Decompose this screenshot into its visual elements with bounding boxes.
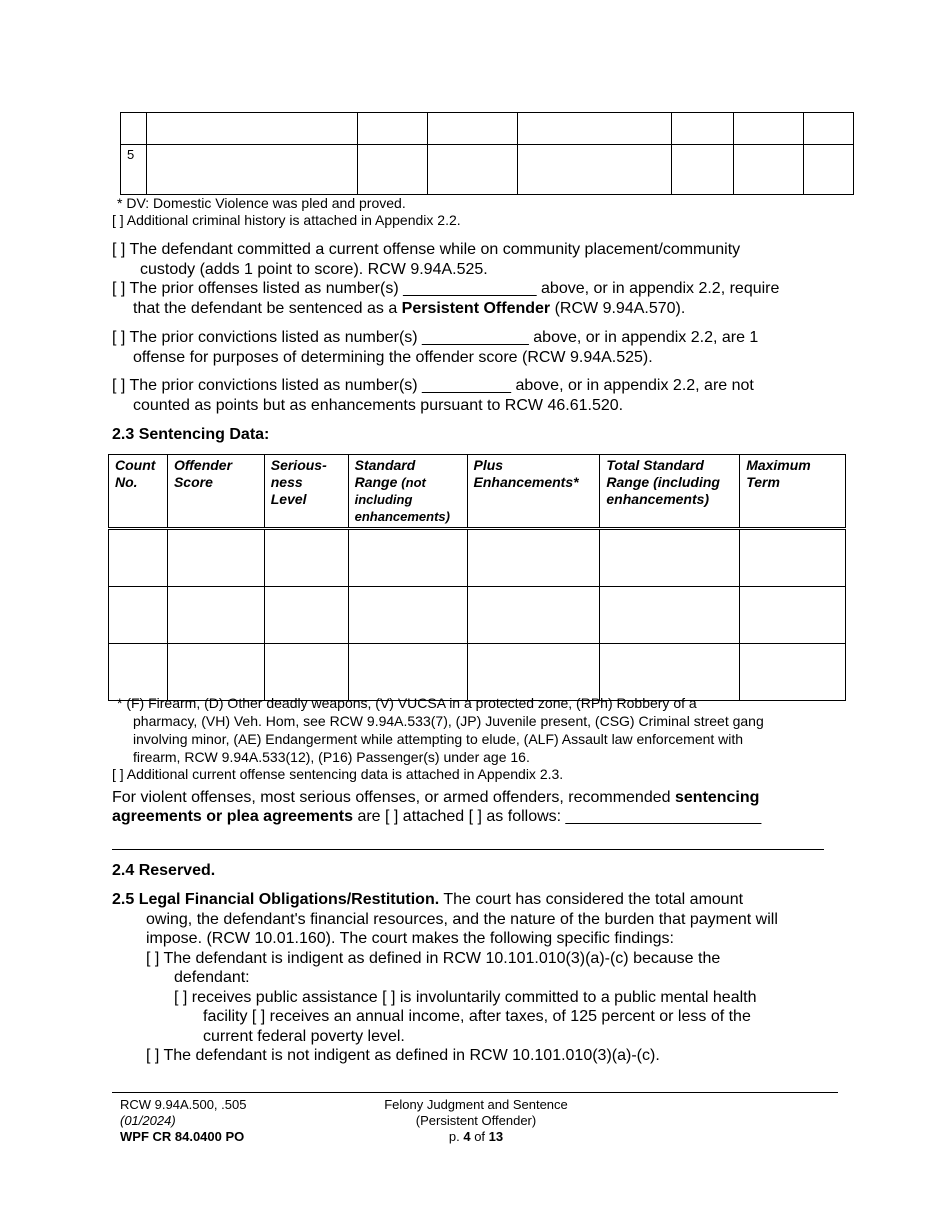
header-count-no: Count No. — [109, 455, 168, 529]
additional-sentencing-note: [ ] Additional current offense sentencing data is attached in Appendix 2.3. — [112, 766, 564, 782]
sentencing-data-table — [108, 454, 846, 701]
footer-left: RCW 9.94A.500, .505 (01/2024) WPF CR 84.0400 PO — [120, 1097, 247, 1144]
section-2-5: 2.5 Legal Financial Obligations/Restitution. The court has considered the total amount owing, the defendant's financial resources, and the nature of the burden that payment will impose. (RCW 10.01.160). The court makes the following specific findings: [ ] The defendant is indigent as defined in RCW 10.101.010(3)(a)-(c) because the defendant: [ ] receives public assistance [ ] is involuntarily committed to a public mental health facility [ ] receives an annual income, after taxes, of 125 percent or less of the current federal poverty level. [ ] The defendant is not indigent as defined in RCW 10.101.010(3)(a)-(c). — [112, 891, 778, 1064]
header-maximum-term: Maximum Term — [740, 455, 846, 529]
criminal-history-table — [120, 112, 854, 195]
plea-agreement-paragraph: For violent offenses, most serious offenses, or armed offenders, recommended sentencing agreements or plea agreements are [ ] attached [ ] as follows: ______________________ — [112, 789, 762, 825]
form-number: WPF CR 84.0400 PO — [120, 1129, 245, 1144]
table-row — [121, 113, 854, 145]
footer-center: Felony Judgment and Sentence (Persistent Offender) p. 4 of 13 — [326, 1097, 626, 1145]
table-header-row — [109, 455, 846, 529]
persistent-offender-check: [ ] The prior offenses listed as number(s) _______________ above, or in appendix 2.2, require that the defendant be sentenced as a Persistent Offender (RCW 9.94A.570). — [112, 280, 780, 317]
table-row — [109, 644, 846, 701]
header-total-standard-range: Total Standard Range (including enhancements) — [600, 455, 740, 529]
table-row — [121, 145, 854, 195]
section-2-4-heading: 2.4 Reserved. — [112, 862, 216, 879]
section-2-5-heading: 2.5 Legal Financial Obligations/Restitution. — [112, 891, 440, 908]
table-row — [109, 587, 846, 644]
footer-rule — [112, 1092, 838, 1093]
section-2-3-heading: 2.3 Sentencing Data: — [112, 426, 270, 443]
header-plus-enhancements: Plus Enhancements* — [467, 455, 600, 529]
header-seriousness-level: Serious-ness Level — [264, 455, 348, 529]
history-row-number — [121, 113, 147, 145]
page-number: p. 4 of 13 — [448, 1129, 504, 1144]
history-row-number: 5 — [121, 145, 147, 195]
community-custody-check: [ ] The defendant committed a current offense while on community placement/community custody (adds 1 point to score). RCW 9.94A.525. — [112, 241, 741, 278]
header-offender-score: Offender Score — [167, 455, 264, 529]
divider — [112, 849, 824, 850]
header-standard-range: Standard Range (not including enhancements) — [348, 455, 467, 529]
enhancement-check: [ ] The prior convictions listed as number(s) __________ above, or in appendix 2.2, are not counted as points but as enhancements pursuant to RCW 46.61.520. — [112, 377, 754, 414]
additional-history-note: [ ] Additional criminal history is attached in Appendix 2.2. — [112, 212, 461, 228]
enhancement-footnote: * (F) Firearm, (D) Other deadly weapons, (V) VUCSA in a protected zone, (RPh) Robbery of a pharmacy, (VH) Veh. Hom, see RCW 9.94A.533(7), (JP) Juvenile present, (CSG) Criminal street gang involving minor, (AE) Endangerment while attempting to elude, (ALF) Assault law enforcement with firearm, RCW 9.94A.533(12), (P16) Passenger(s) under age 16. — [117, 695, 764, 765]
one-offense-check: [ ] The prior convictions listed as number(s) ____________ above, or in appendix 2.2, are 1 offense for purposes of determining the offender score (RCW 9.94A.525). — [112, 329, 759, 366]
dv-note: * DV: Domestic Violence was pled and proved. — [117, 195, 406, 211]
table-row — [109, 529, 846, 587]
